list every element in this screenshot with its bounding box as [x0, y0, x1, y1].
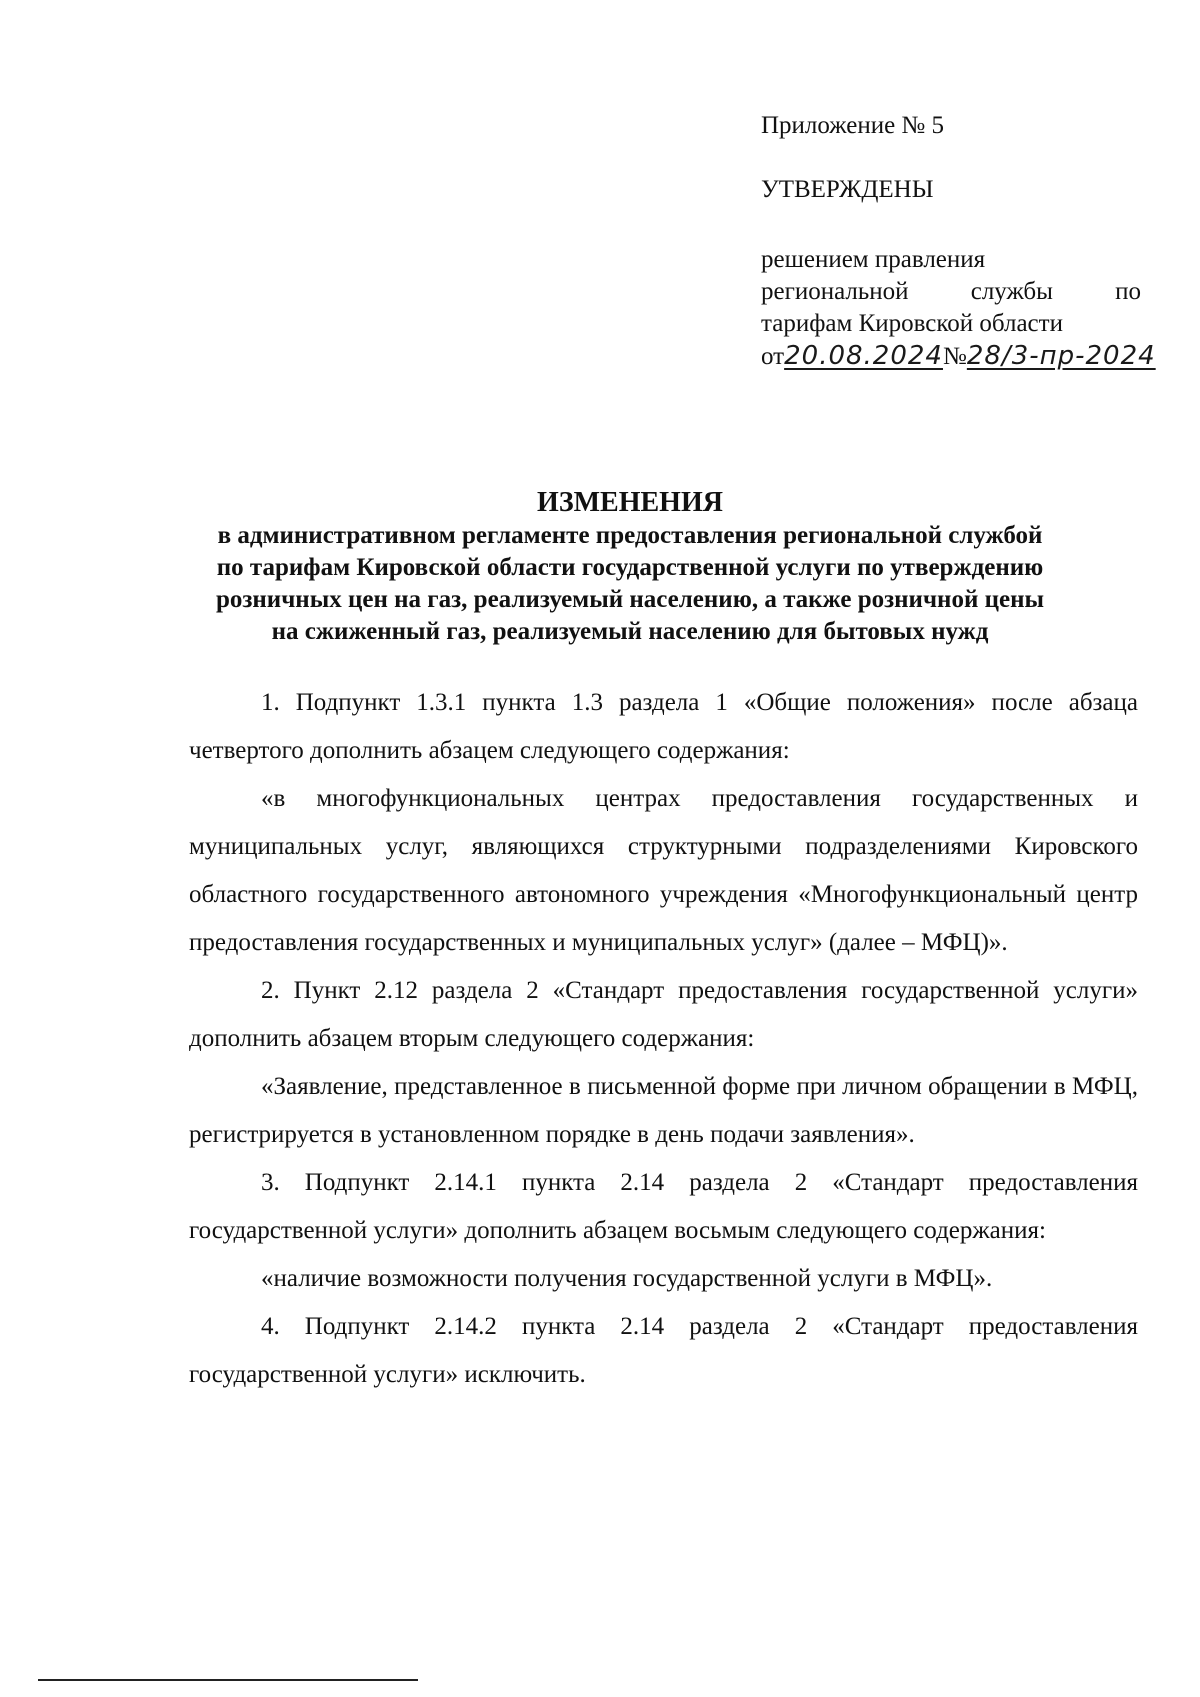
- footnote-divider: [38, 1679, 418, 1681]
- decision-line-1: решением правления: [761, 246, 986, 273]
- decision-word: службы: [970, 278, 1053, 305]
- paragraph: «наличие возможности получения государственной услуги в МФЦ».: [261, 1265, 993, 1292]
- decision-block: [761, 244, 1156, 373]
- paragraph: «Заявление, представленное в письменной форме при личном обращении в МФЦ, регистрируется в установленном порядке в день подачи заявления».: [189, 1073, 1138, 1148]
- title-heading: ИЗМЕНЕНИЯ: [537, 487, 723, 518]
- decision-line-2: [761, 276, 1141, 308]
- decision-word: региональной: [761, 278, 909, 305]
- approved-label: УТВЕРЖДЕНЫ: [761, 176, 934, 203]
- decision-word: по: [1115, 278, 1141, 305]
- title-subtitle-line: розничных цен на газ, реализуемый населению, а также розничной цены: [215, 586, 1045, 613]
- title-subtitle-line: по тарифам Кировской области государственной услуги по утверждению: [216, 554, 1044, 581]
- document-title: [130, 486, 1130, 648]
- paragraph: 4. Подпункт 2.14.2 пункта 2.14 раздела 2 «Стандарт предоставления государственной услуги» исключить.: [189, 1313, 1138, 1388]
- paragraph: 2. Пункт 2.12 раздела 2 «Стандарт предоставления государственной услуги» дополнить абзацем вторым следующего содержания:: [189, 977, 1138, 1052]
- decision-line-3: тарифам Кировской области: [761, 310, 1063, 337]
- title-subtitle-line: в административном регламенте предоставления региональной службой: [217, 522, 1043, 549]
- document-body: [189, 679, 1138, 1399]
- annex-label: Приложение № 5: [761, 112, 945, 139]
- handwritten-number: 28/3-пр-2024: [966, 341, 1156, 371]
- decision-date-line: [761, 340, 1156, 373]
- paragraph: 1. Подпункт 1.3.1 пункта 1.3 раздела 1 «Общие положения» после абзаца четвертого дополнить абзацем следующего содержания:: [189, 689, 1138, 764]
- date-prefix: от: [761, 343, 785, 370]
- handwritten-date: 20.08.2024: [784, 341, 943, 371]
- number-prefix: №: [942, 343, 967, 370]
- paragraph: «в многофункциональных центрах предоставления государственных и муниципальных услуг, являющихся структурными подразделениями Кировского областного государственного автономного учреждения «Многофункциональный центр предоставления государственных и муниципальных услуг» (далее – МФЦ)».: [189, 785, 1138, 956]
- title-subtitle-line: на сжиженный газ, реализуемый населению для бытовых нужд: [271, 618, 989, 645]
- paragraph: 3. Подпункт 2.14.1 пункта 2.14 раздела 2 «Стандарт предоставления государственной услуги» дополнить абзацем восьмым следующего содержания:: [189, 1169, 1138, 1244]
